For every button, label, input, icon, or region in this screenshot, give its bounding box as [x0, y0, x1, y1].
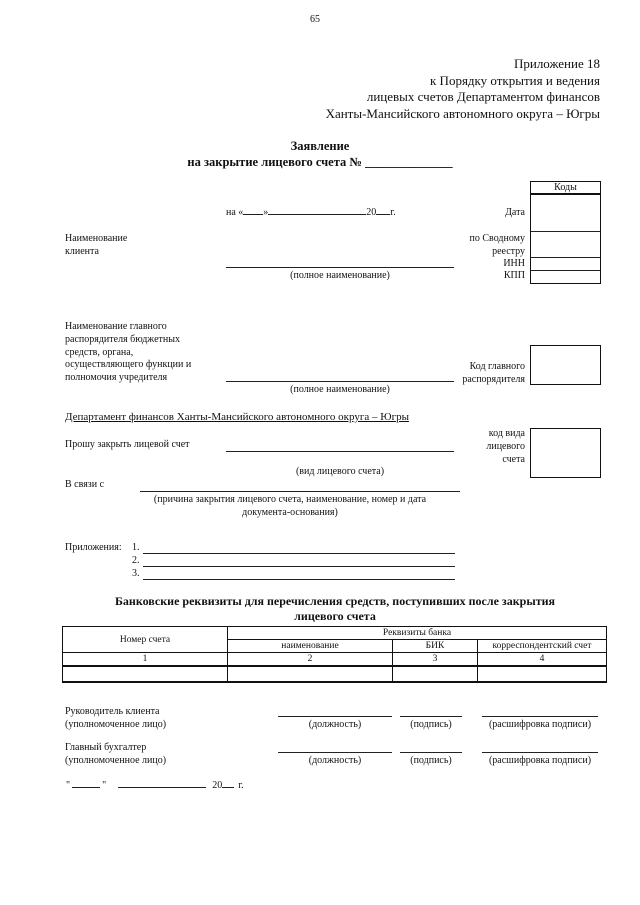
footer-year-prefix: 20 — [212, 780, 223, 791]
appendix-line-2: к Порядку открытия и ведения — [429, 72, 600, 88]
manager-code-label — [462, 360, 525, 386]
manager-name-line[interactable] — [226, 381, 454, 382]
col-corr-account: корреспондентский счет — [478, 640, 607, 653]
head-decoding-caption: (расшифровка подписи) — [488, 719, 592, 730]
manager-label-2: распорядителя бюджетных — [65, 333, 180, 345]
cell-account-input[interactable] — [63, 666, 228, 682]
attachments-label: Приложения: — [65, 542, 122, 553]
col-bik: БИК — [393, 640, 478, 653]
head-label-1: Руководитель клиента — [65, 706, 160, 717]
head-signature-caption: (подпись) — [410, 719, 452, 730]
manager-label-3: средств, органа, — [65, 346, 134, 358]
manager-label-4: осуществляющего функции и — [65, 359, 192, 371]
client-label-2: клиента — [65, 246, 99, 257]
head-label-2: (уполномоченное лицо) — [65, 719, 167, 730]
manager-code-box[interactable] — [530, 345, 601, 385]
accountant-label-1: Главный бухгалтер — [65, 742, 147, 753]
manager-label — [65, 321, 191, 385]
page-number: 65 — [310, 14, 320, 25]
col-num-1: 1 — [63, 653, 228, 667]
accountant-label-2: (уполномоченное лицо) — [65, 755, 167, 766]
date-label: Дата — [505, 207, 525, 218]
account-type-code-label-2: лицевого — [486, 441, 525, 452]
date-quote-close: » — [263, 207, 269, 218]
manager-code-label-1: Код главного — [469, 361, 525, 372]
table-row — [63, 666, 607, 682]
accountant-label — [65, 741, 166, 767]
attachment-3-num: 3. — [132, 568, 140, 579]
bank-title-1: Банковские реквизиты для перечисления средств, поступивших после закрытия — [115, 594, 555, 608]
appendix-line-4: Ханты-Мансийского автономного округа – Югры — [325, 105, 600, 121]
accountant-position-caption: (должность) — [308, 755, 362, 766]
footer-year-suffix: г. — [238, 780, 244, 791]
account-type-code-label — [486, 427, 525, 466]
footer-date — [66, 780, 244, 791]
reason-caption-2: документа-основания) — [242, 507, 338, 518]
request-label: Прошу закрыть лицевой счет — [65, 439, 190, 450]
accountant-decoding-line[interactable] — [482, 752, 598, 753]
reason-caption — [120, 493, 460, 519]
head-label — [65, 705, 166, 731]
inn-label: ИНН — [503, 258, 525, 269]
account-type-line[interactable] — [226, 451, 454, 452]
account-type-code-box[interactable] — [530, 428, 601, 478]
title-line-1: Заявление — [290, 139, 350, 153]
registry-label-2: реестру — [492, 246, 525, 257]
attachment-1-num: 1. — [132, 542, 140, 553]
accountant-position-line[interactable] — [278, 752, 392, 753]
cell-bank-name-input[interactable] — [228, 666, 393, 682]
accountant-decoding-caption: (расшифровка подписи) — [488, 755, 592, 766]
col-account-number: Номер счета — [63, 627, 228, 653]
appendix-line-1: Приложение 18 — [513, 56, 600, 71]
col-num-4: 4 — [478, 653, 607, 667]
kpp-label: КПП — [503, 270, 525, 281]
codes-box-client — [530, 194, 601, 284]
reason-line[interactable] — [140, 491, 460, 492]
manager-label-5: полномочия учредителя — [65, 372, 168, 384]
reason-label: В связи с — [65, 479, 105, 490]
document-title — [0, 138, 640, 170]
col-num-3: 3 — [393, 653, 478, 667]
title-line-2: на закрытие лицевого счета № ______________ — [187, 155, 453, 169]
manager-code-label-2: распорядителя — [462, 374, 525, 385]
head-decoding-line[interactable] — [482, 716, 598, 717]
col-num-2: 2 — [228, 653, 393, 667]
head-signature-line[interactable] — [400, 716, 462, 717]
department-name: Департамент финансов Ханты-Мансийского автономного округа – Югры — [65, 411, 409, 423]
account-type-code-label-1: код вида — [488, 428, 525, 439]
col-bank-details: Реквизиты банка — [228, 627, 607, 640]
client-label-1: Наименование — [65, 233, 128, 244]
manager-caption: (полное наименование) — [290, 384, 390, 395]
cell-bik-input[interactable] — [393, 666, 478, 682]
bank-details-table — [62, 626, 607, 683]
accountant-signature-line[interactable] — [400, 752, 462, 753]
codes-header: Коды — [530, 181, 601, 194]
account-type-code-label-3: счета — [502, 454, 525, 465]
col-bank-name: наименование — [228, 640, 393, 653]
client-label — [65, 232, 127, 258]
registry-label-1: по Сводному — [469, 233, 525, 244]
manager-label-1: Наименование главного — [65, 321, 167, 332]
head-position-line[interactable] — [278, 716, 392, 717]
account-type-caption: (вид лицевого счета) — [295, 466, 385, 477]
attachment-2-num: 2. — [132, 555, 140, 566]
client-name-line[interactable] — [226, 267, 454, 268]
cell-corr-input[interactable] — [478, 666, 607, 682]
footer-quote-open: " — [66, 780, 71, 791]
client-caption: (полное наименование) — [290, 270, 390, 281]
registry-label — [470, 232, 525, 258]
attachment-2-line[interactable] — [143, 566, 455, 567]
head-position-caption: (должность) — [308, 719, 362, 730]
date-year-prefix: 20 — [366, 207, 377, 218]
footer-quote-close: " — [102, 780, 107, 791]
appendix-line-3: лицевых счетов Департаментом финансов — [366, 89, 600, 104]
date-year-suffix: г. — [390, 207, 396, 218]
bank-section-title — [60, 594, 610, 624]
attachment-1-line[interactable] — [143, 553, 455, 554]
date-line — [226, 207, 396, 218]
reason-caption-1: (причина закрытия лицевого счета, наименование, номер и дата — [153, 494, 427, 505]
bank-title-2: лицевого счета — [294, 609, 376, 623]
date-quote-open: на « — [226, 207, 244, 218]
attachment-3-line[interactable] — [143, 579, 455, 580]
accountant-signature-caption: (подпись) — [410, 755, 452, 766]
appendix-header — [240, 56, 600, 122]
